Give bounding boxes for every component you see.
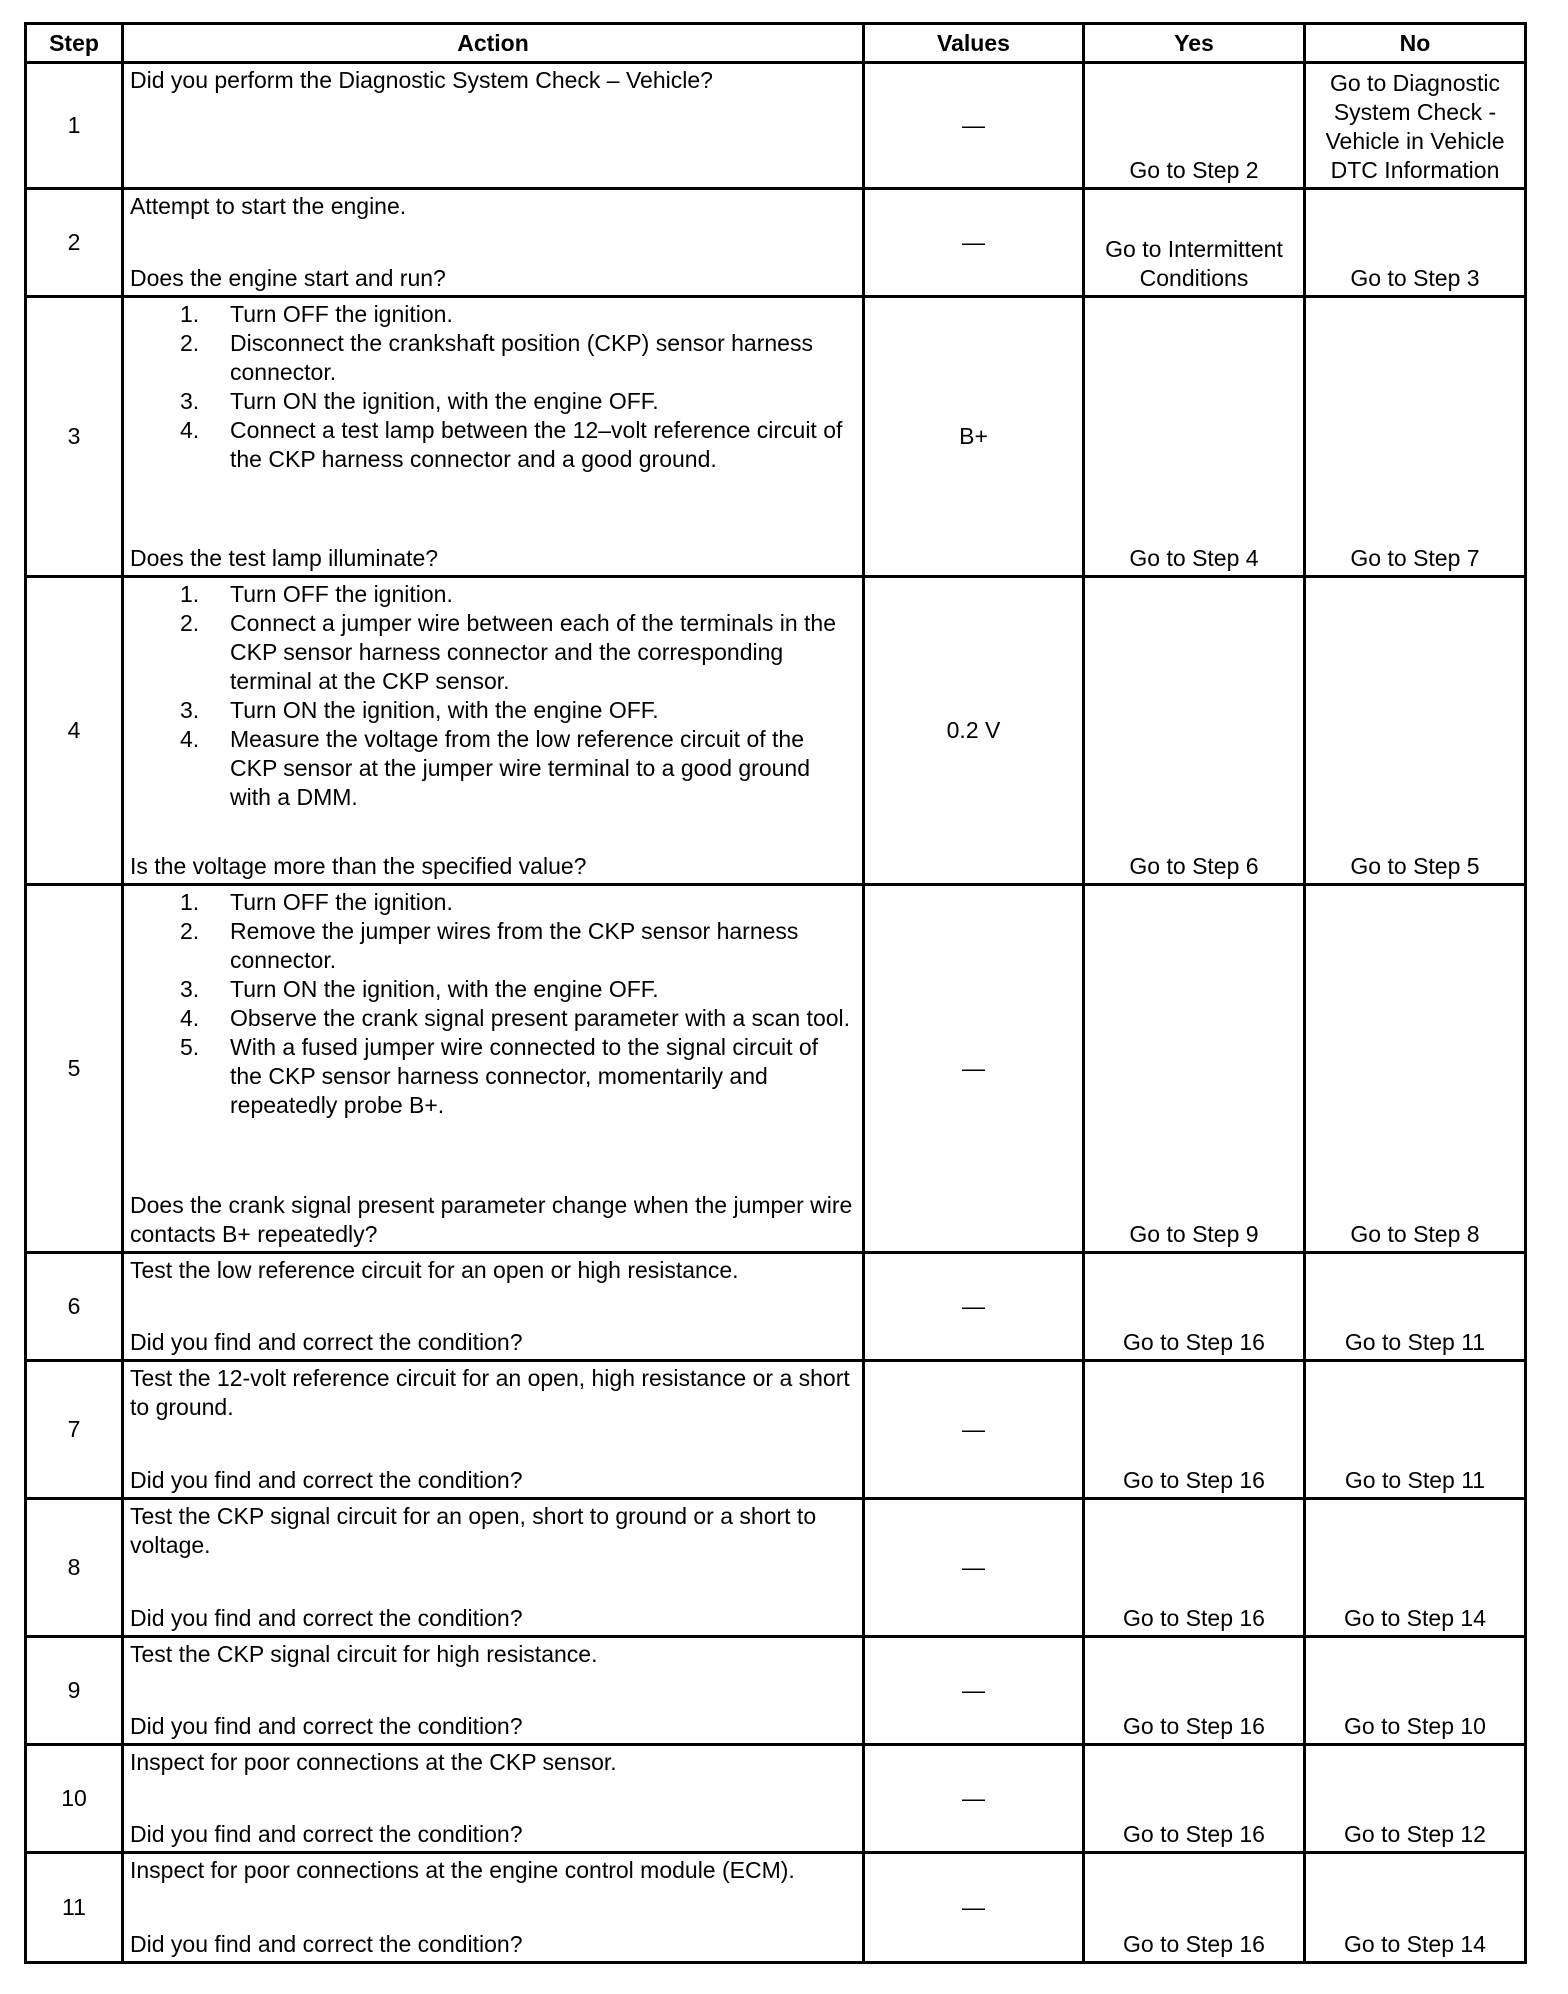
action-cell — [123, 1361, 864, 1499]
step-number: 11 — [26, 1853, 123, 1963]
action-question: Did you find and correct the condition? — [130, 1329, 523, 1355]
action-question: Did you find and correct the condition? — [130, 1467, 523, 1493]
instruction-number: 2. — [180, 610, 200, 636]
no-outcome: Go to Step 11 — [1305, 1253, 1526, 1361]
instruction-text: Turn OFF the ignition. — [230, 301, 453, 327]
action-lead-text: Test the CKP signal circuit for high resistance. — [130, 1641, 598, 1667]
table-row — [26, 885, 1526, 1253]
instruction-item — [130, 975, 856, 1004]
action-top — [130, 66, 856, 95]
table-row — [26, 1637, 1526, 1745]
action-question: Did you find and correct the condition? — [130, 1713, 523, 1739]
instruction-item — [130, 416, 856, 474]
table-row — [26, 1499, 1526, 1637]
no-outcome: Go to Step 14 — [1305, 1853, 1526, 1963]
value-cell: — — [864, 1499, 1084, 1637]
action-content — [130, 1640, 856, 1741]
table-row — [26, 297, 1526, 577]
yes-outcome: Go to Intermittent Conditions — [1084, 189, 1305, 297]
action-lead-text: Test the 12-volt reference circuit for an open, high resistance or a short to ground. — [130, 1365, 850, 1420]
instruction-text: Remove the jumper wires from the CKP sensor harness connector. — [230, 918, 799, 973]
yes-outcome: Go to Step 16 — [1084, 1361, 1305, 1499]
action-content — [130, 1748, 856, 1849]
instruction-text: Connect a test lamp between the 12–volt reference circuit of the CKP harness connector and a good ground. — [230, 417, 843, 472]
table-row — [26, 1253, 1526, 1361]
table-row — [26, 577, 1526, 885]
yes-outcome: Go to Step 16 — [1084, 1499, 1305, 1637]
yes-outcome: Go to Step 4 — [1084, 297, 1305, 577]
instruction-text: Turn ON the ignition, with the engine OFF. — [230, 976, 659, 1002]
action-lead-text: Inspect for poor connections at the engine control module (ECM). — [130, 1857, 795, 1883]
instruction-item — [130, 725, 856, 812]
table-row — [26, 63, 1526, 189]
instruction-number: 3. — [180, 697, 200, 723]
action-content — [130, 580, 856, 881]
step-number: 7 — [26, 1361, 123, 1499]
instruction-text: Turn OFF the ignition. — [230, 581, 453, 607]
action-top — [130, 888, 856, 1120]
yes-outcome: Go to Step 16 — [1084, 1637, 1305, 1745]
instruction-number: 4. — [180, 1005, 200, 1031]
action-content — [130, 1856, 856, 1959]
value-cell: — — [864, 1637, 1084, 1745]
instruction-item — [130, 696, 856, 725]
action-top — [130, 300, 856, 474]
action-lead-text: Test the CKP signal circuit for an open, short to ground or a short to voltage. — [130, 1503, 817, 1558]
action-cell — [123, 189, 864, 297]
action-cell — [123, 1853, 864, 1963]
action-question: Did you find and correct the condition? — [130, 1821, 523, 1847]
no-outcome: Go to Step 11 — [1305, 1361, 1526, 1499]
instruction-item — [130, 888, 856, 917]
action-question: Does the test lamp illuminate? — [130, 545, 439, 571]
instruction-number: 3. — [180, 388, 200, 414]
instruction-text: Turn OFF the ignition. — [230, 889, 453, 915]
action-question: Does the engine start and run? — [130, 265, 446, 291]
action-content — [130, 66, 856, 185]
action-content — [130, 300, 856, 573]
no-outcome: Go to Step 10 — [1305, 1637, 1526, 1745]
diagnostic-table — [24, 22, 1527, 1964]
step-number: 9 — [26, 1637, 123, 1745]
instruction-text: Turn ON the ignition, with the engine OFF. — [230, 388, 659, 414]
instruction-number: 4. — [180, 726, 200, 752]
value-cell: — — [864, 1853, 1084, 1963]
no-outcome: Go to Step 12 — [1305, 1745, 1526, 1853]
step-number: 4 — [26, 577, 123, 885]
action-content — [130, 1502, 856, 1633]
yes-outcome: Go to Step 2 — [1084, 63, 1305, 189]
value-cell: — — [864, 885, 1084, 1253]
header-row — [26, 24, 1526, 63]
value-cell: — — [864, 1361, 1084, 1499]
instruction-item — [130, 1033, 856, 1120]
instruction-number: 1. — [180, 581, 200, 607]
header-no: No — [1305, 24, 1526, 63]
value-cell: — — [864, 63, 1084, 189]
instruction-text: With a fused jumper wire connected to the signal circuit of the CKP sensor harness connector, momentarily and repeatedly probe B+. — [230, 1034, 819, 1118]
step-number: 1 — [26, 63, 123, 189]
yes-outcome: Go to Step 6 — [1084, 577, 1305, 885]
table-body — [26, 63, 1526, 1963]
action-lead-text: Test the low reference circuit for an open or high resistance. — [130, 1257, 739, 1283]
yes-outcome: Go to Step 16 — [1084, 1745, 1305, 1853]
action-cell — [123, 577, 864, 885]
header-values: Values — [864, 24, 1084, 63]
instruction-text: Measure the voltage from the low reference circuit of the CKP sensor at the jumper wire terminal to a good ground with a DMM. — [230, 726, 810, 810]
step-number: 3 — [26, 297, 123, 577]
value-cell: B+ — [864, 297, 1084, 577]
yes-outcome: Go to Step 16 — [1084, 1853, 1305, 1963]
action-top — [130, 580, 856, 812]
instruction-text: Disconnect the crankshaft position (CKP) sensor harness connector. — [230, 330, 813, 385]
action-question: Is the voltage more than the specified value? — [130, 853, 587, 879]
yes-outcome: Go to Step 16 — [1084, 1253, 1305, 1361]
action-lead-text: Inspect for poor connections at the CKP sensor. — [130, 1749, 617, 1775]
instruction-text: Connect a jumper wire between each of the terminals in the CKP sensor harness connector and the corresponding terminal at the CKP sensor. — [230, 610, 836, 694]
action-content — [130, 1256, 856, 1357]
value-cell: — — [864, 189, 1084, 297]
action-cell — [123, 63, 864, 189]
action-lead-text: Attempt to start the engine. — [130, 193, 407, 219]
action-top — [130, 1640, 856, 1669]
action-cell — [123, 1499, 864, 1637]
header-yes: Yes — [1084, 24, 1305, 63]
step-number: 5 — [26, 885, 123, 1253]
instruction-list — [130, 580, 856, 812]
action-cell — [123, 1253, 864, 1361]
action-top — [130, 192, 856, 221]
instruction-item — [130, 1004, 856, 1033]
instruction-item — [130, 329, 856, 387]
action-top — [130, 1856, 856, 1885]
step-number: 8 — [26, 1499, 123, 1637]
instruction-number: 2. — [180, 330, 200, 356]
step-number: 10 — [26, 1745, 123, 1853]
value-cell: — — [864, 1253, 1084, 1361]
action-cell — [123, 1745, 864, 1853]
action-lead-text: Did you perform the Diagnostic System Check – Vehicle? — [130, 67, 713, 93]
action-content — [130, 192, 856, 293]
no-outcome: Go to Step 8 — [1305, 885, 1526, 1253]
instruction-item — [130, 300, 856, 329]
instruction-text: Observe the crank signal present parameter with a scan tool. — [230, 1005, 851, 1031]
action-top — [130, 1364, 856, 1422]
value-cell: — — [864, 1745, 1084, 1853]
action-cell — [123, 1637, 864, 1745]
table-row — [26, 1853, 1526, 1963]
header-step: Step — [26, 24, 123, 63]
no-outcome: Go to Step 14 — [1305, 1499, 1526, 1637]
instruction-item — [130, 580, 856, 609]
table-row — [26, 1361, 1526, 1499]
action-top — [130, 1748, 856, 1777]
no-outcome: Go to Step 3 — [1305, 189, 1526, 297]
step-number: 2 — [26, 189, 123, 297]
table-row — [26, 1745, 1526, 1853]
yes-outcome: Go to Step 9 — [1084, 885, 1305, 1253]
header-action: Action — [123, 24, 864, 63]
no-outcome: Go to Step 5 — [1305, 577, 1526, 885]
value-cell: 0.2 V — [864, 577, 1084, 885]
instruction-number: 2. — [180, 918, 200, 944]
action-question: Does the crank signal present parameter change when the jumper wire contacts B+ repeatedly? — [130, 1192, 853, 1247]
instruction-text: Turn ON the ignition, with the engine OFF. — [230, 697, 659, 723]
instruction-list — [130, 300, 856, 474]
instruction-number: 3. — [180, 976, 200, 1002]
action-content — [130, 888, 856, 1249]
table-row — [26, 189, 1526, 297]
instruction-number: 1. — [180, 301, 200, 327]
instruction-list — [130, 888, 856, 1120]
step-number: 6 — [26, 1253, 123, 1361]
no-outcome: Go to Diagnostic System Check - Vehicle in Vehicle DTC Information — [1305, 63, 1526, 189]
instruction-number: 4. — [180, 417, 200, 443]
action-question: Did you find and correct the condition? — [130, 1605, 523, 1631]
action-question: Did you find and correct the condition? — [130, 1931, 523, 1957]
no-outcome: Go to Step 7 — [1305, 297, 1526, 577]
action-top — [130, 1502, 856, 1560]
instruction-item — [130, 609, 856, 696]
instruction-item — [130, 387, 856, 416]
action-cell — [123, 297, 864, 577]
action-top — [130, 1256, 856, 1285]
instruction-number: 1. — [180, 889, 200, 915]
instruction-item — [130, 917, 856, 975]
action-cell — [123, 885, 864, 1253]
instruction-number: 5. — [180, 1034, 200, 1060]
action-content — [130, 1364, 856, 1495]
